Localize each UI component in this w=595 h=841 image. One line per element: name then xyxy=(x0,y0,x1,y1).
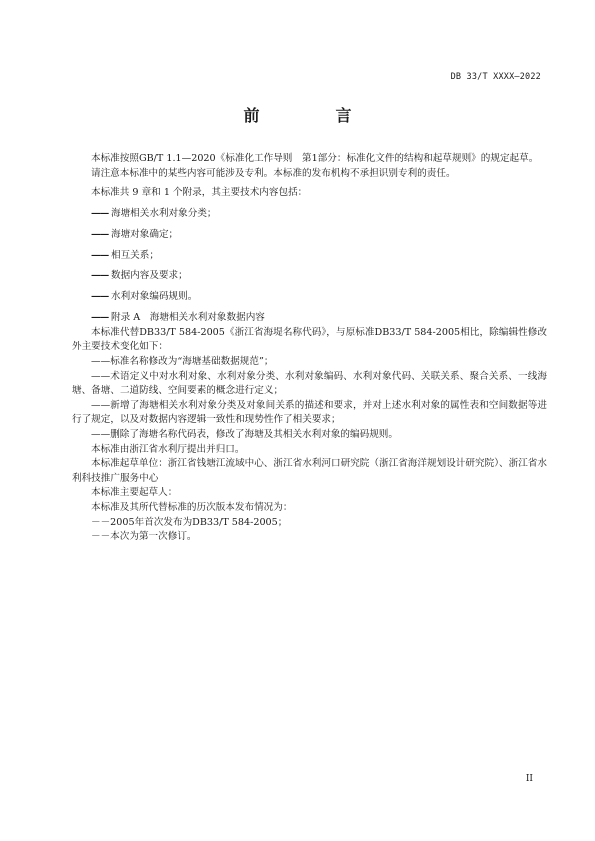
page-title: 前 言 xyxy=(243,106,382,125)
list-item: —— 水利对象编码规则。 xyxy=(72,290,547,305)
dash-marker: —— xyxy=(91,228,109,240)
drafting-units: 本标准起草单位：浙江省钱塘江流域中心、浙江省水利河口研究院（浙江省海洋规划设计研究院）、浙江省水利科技推广服务中心 xyxy=(72,458,547,484)
list-item: —— 数据内容及要求； xyxy=(72,269,547,284)
proposer-statement: 本标准由浙江省水利厅提出并归口。 xyxy=(91,443,245,455)
content-summary-intro: 本标准共 9 章和 1 个附录，其主要技术内容包括： xyxy=(91,187,308,199)
change-item: ——标准名称修改为“海塘基础数据规范”； xyxy=(91,356,274,368)
list-item: —— 附录 A 海塘相关水利对象数据内容 xyxy=(72,311,547,326)
technical-content-list xyxy=(72,207,547,326)
dash-marker: —— xyxy=(91,291,109,303)
version-history-item: －－2005年首次发布为DB33/T 584-2005； xyxy=(91,516,288,528)
replacement-statement: 本标准代替DB33/T 584-2005《浙江省海堤名称代码》，与原标准DB33/T 584-2005相比，除编辑性修改外主要技术变化如下： xyxy=(72,326,547,353)
list-item: —— 海塘相关水利对象分类； xyxy=(72,207,547,222)
document-body xyxy=(72,152,547,545)
version-history-intro: 本标准及其所代替标准的历次版本发布情况为： xyxy=(91,501,293,513)
standard-code-header: DB 33/T XXXX—2022 xyxy=(450,72,541,82)
change-item: ——术语定义中对水利对象、水利对象分类、水利对象编码、水利对象代码、关联关系、聚合关系、一线海塘、备塘、二道防线、空间要素的概念进行定义； xyxy=(72,370,547,397)
dash-marker: —— xyxy=(91,312,109,324)
dash-marker: —— xyxy=(91,207,109,219)
page-number: II xyxy=(525,774,533,784)
change-item: ——新增了海塘相关水利对象分类及对象间关系的描述和要求，并对上述水利对象的属性表和空间数据等进行了规定，以及对数据内容逻辑一致性和现势性作了相关要求； xyxy=(72,399,547,426)
dash-marker: —— xyxy=(91,249,109,261)
intro-paragraph: 本标准按照GB/T 1.1—2020《标准化工作导则 第1部分：标准化文件的结构和起草规则》的规定起草。 xyxy=(91,153,539,164)
version-history-item: －－本次为第一次修订。 xyxy=(91,531,197,543)
drafters: 本标准主要起草人： xyxy=(91,487,178,499)
list-item: —— 海塘对象确定； xyxy=(72,228,547,243)
patent-notice: 请注意本标准中的某些内容可能涉及专利。本标准的发布机构不承担识别专利的责任。 xyxy=(91,167,456,179)
list-item: —— 相互关系； xyxy=(72,249,547,264)
dash-marker: —— xyxy=(91,270,109,282)
change-item: ——删除了海塘名称代码表，修改了海塘及其相关水利对象的编码规则。 xyxy=(91,428,398,440)
